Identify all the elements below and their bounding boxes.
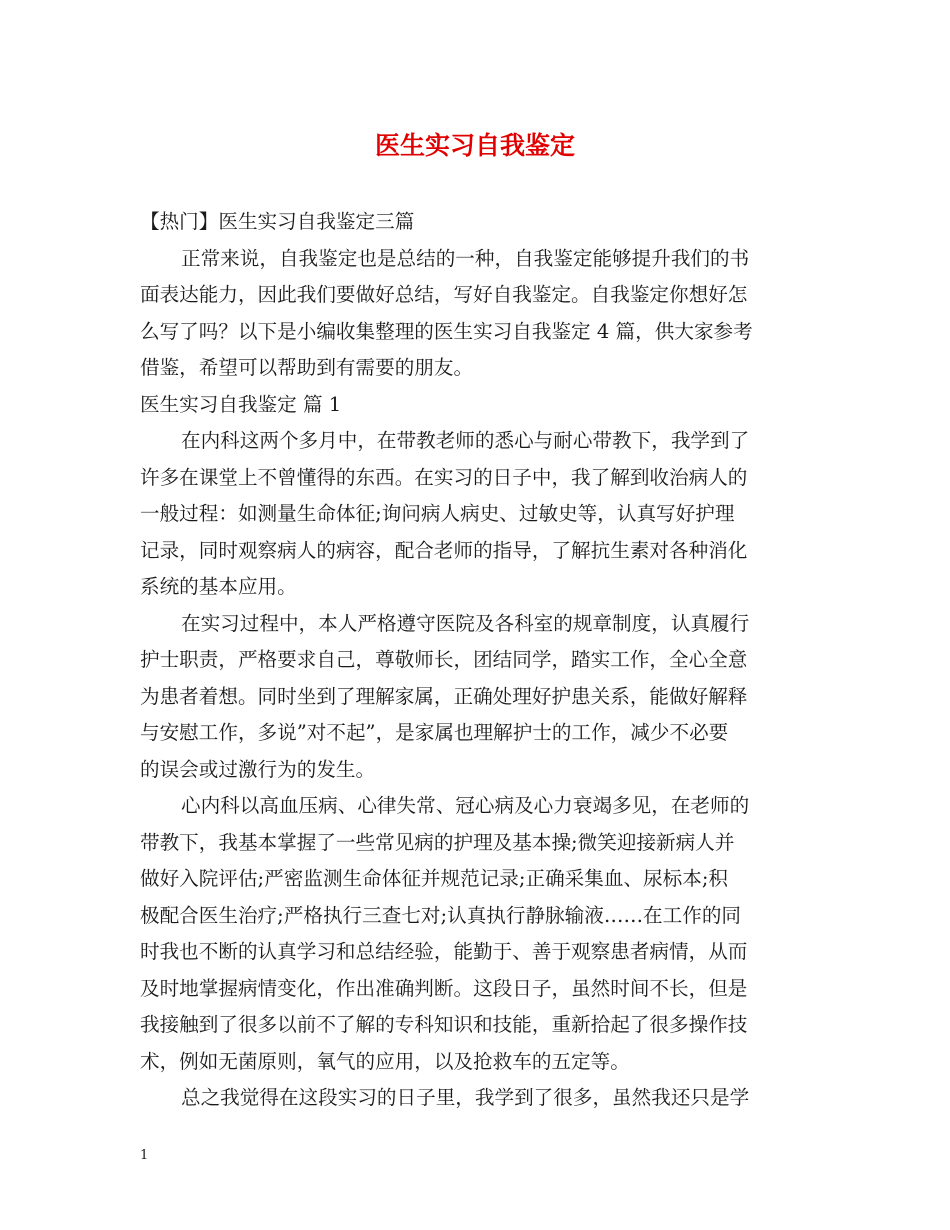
text-line: 借鉴，希望可以帮助到有需要的朋友。	[140, 356, 474, 379]
text-line: 为患者着想。同时坐到了理解家属，正确处理好护患关系，能做好解释	[140, 684, 748, 708]
document-title: 医生实习自我鉴定	[374, 131, 575, 160]
text-line: 我接触到了很多以前不了解的专科知识和技能，重新拾起了很多操作技	[140, 1013, 748, 1036]
text-line: 么写了吗？以下是小编收集整理的医生实习自我鉴定 4 篇，供大家参考	[140, 319, 753, 343]
text-line: 心内科以高血压病、心律失常、冠心病及心力衰竭多见，在老师的	[181, 794, 750, 817]
text-line: 【热门】医生实习自我鉴定三篇	[140, 210, 415, 233]
text-line: 的误会或过激行为的发生。	[140, 757, 376, 781]
text-line: 做好入院评估;严密监测生命体征并规范记录;正确采集血、尿标本;积	[140, 867, 729, 890]
text-line: 医生实习自我鉴定 篇 1	[140, 392, 342, 416]
text-line: 系统的基本应用。	[140, 575, 297, 598]
text-line: 一般过程：如测量生命体征;询问病人病史、过敏史等，认真写好护理	[140, 502, 735, 525]
text-line: 正常来说，自我鉴定也是总结的一种，自我鉴定能够提升我们的书	[181, 246, 750, 270]
text-line: 术，例如无菌原则，氧气的应用，以及抢救车的五定等。	[140, 1049, 630, 1073]
text-line: 许多在课堂上不曾懂得的东西。在实习的日子中，我了解到收治病人的	[140, 465, 748, 489]
page-number: 1	[140, 1148, 149, 1163]
text-line: 在内科这两个多月中，在带教老师的悉心与耐心带教下，我学到了	[181, 429, 750, 452]
document-body	[140, 204, 816, 1117]
text-line: 在实习过程中，本人严格遵守医院及各科室的规章制度，认真履行	[181, 611, 750, 635]
text-line: 极配合医生治疗;严格执行三查七对;认真执行静脉输液……在工作的同	[140, 903, 742, 927]
text-line: 与安慰工作，多说”对不起”，是家属也理解护士的工作，减少不必要	[140, 721, 729, 744]
text-line: 面表达能力，因此我们要做好总结，写好自我鉴定。自我鉴定你想好怎	[140, 283, 748, 306]
text-line: 记录，同时观察病人的病容，配合老师的指导，了解抗生素对各种消化	[140, 538, 748, 562]
text-line: 带教下，我基本掌握了一些常见病的护理及基本操;微笑迎接新病人并	[140, 830, 735, 854]
text-line: 时我也不断的认真学习和总结经验，能勤于、善于观察患者病情，从而	[140, 940, 748, 963]
text-line: 总之我觉得在这段实习的日子里，我学到了很多，虽然我还只是学	[181, 1086, 750, 1109]
text-line: 护士职责，严格要求自己，尊敬师长，团结同学，踏实工作，全心全意	[140, 648, 748, 671]
text-line: 及时地掌握病情变化，作出准确判断。这段日子，虽然时间不长，但是	[140, 976, 748, 1000]
